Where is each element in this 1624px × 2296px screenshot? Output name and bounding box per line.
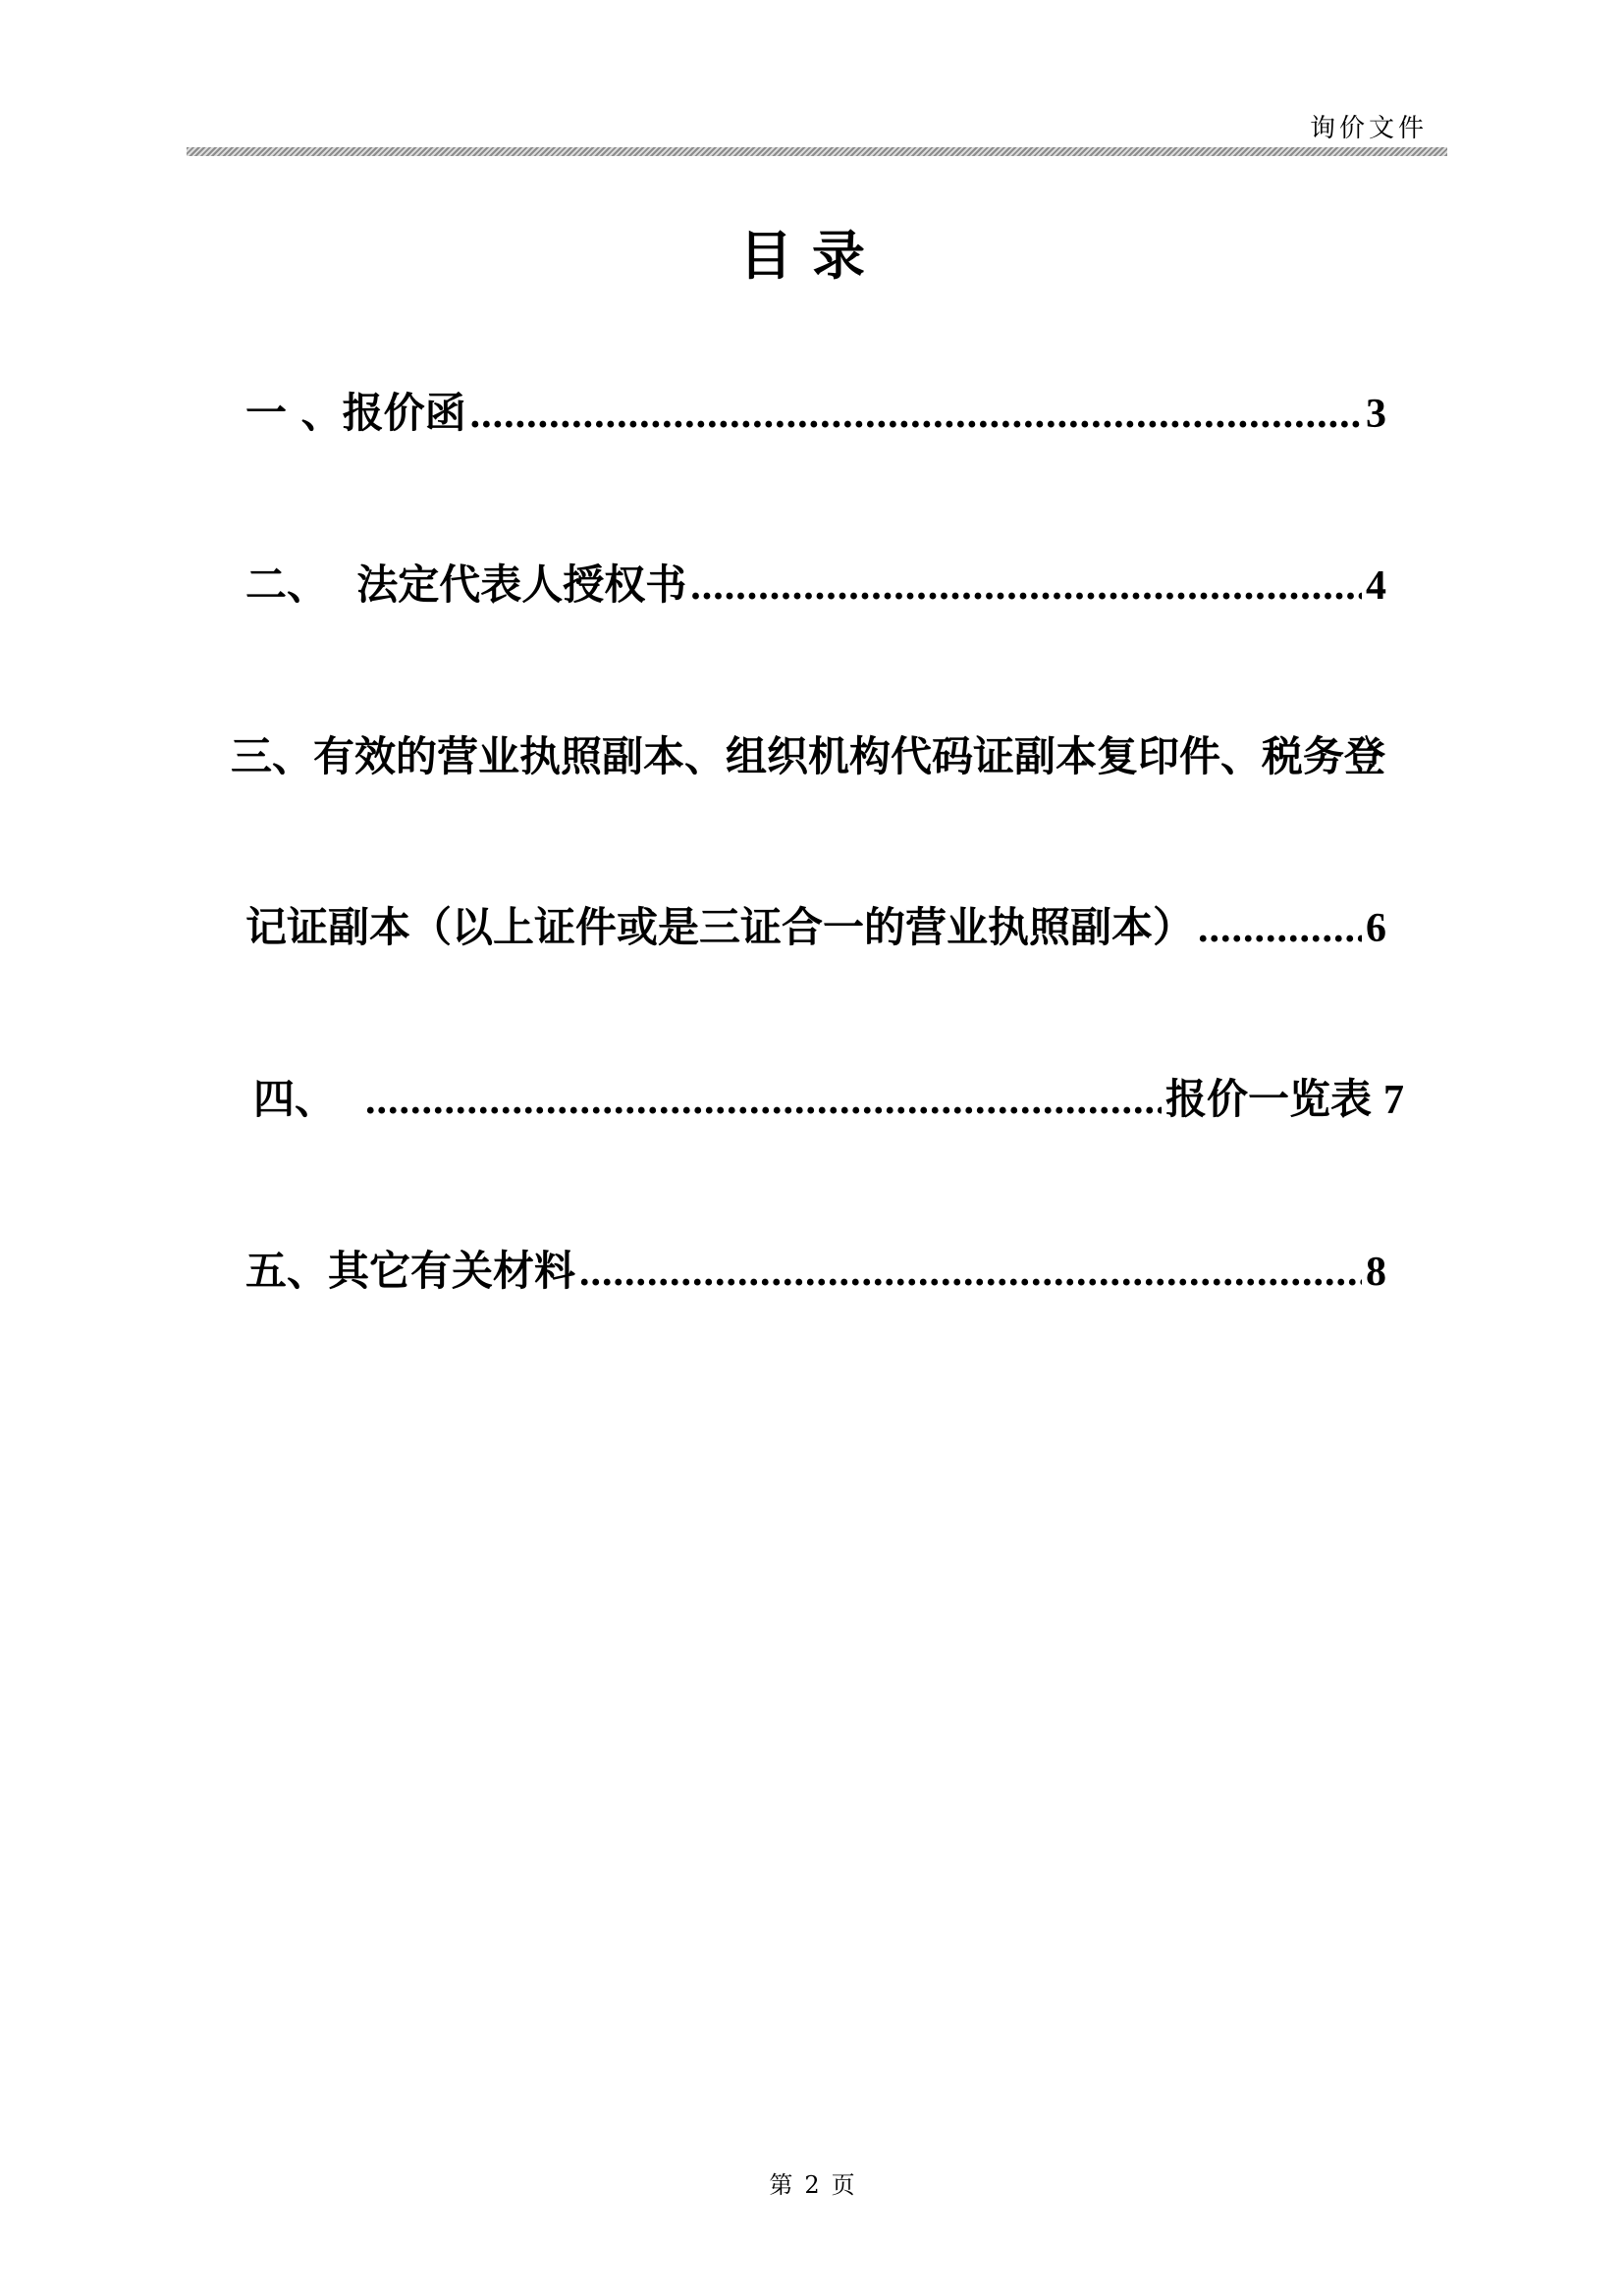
toc-entry-label-after: 报价一览表 <box>1164 1075 1372 1123</box>
header-doc-label: 询价文件 <box>1309 114 1428 143</box>
toc-title: 目录 <box>739 225 885 287</box>
toc-entry-4[interactable] <box>253 1067 1404 1126</box>
toc-entry-page: 3 <box>1366 392 1386 437</box>
toc-leader-dots <box>690 562 1362 610</box>
toc-leader-dots <box>1198 905 1362 952</box>
page-footer <box>0 2165 1624 2200</box>
toc-entry-2[interactable] <box>245 553 1386 612</box>
toc-entry-page: 8 <box>1366 1250 1386 1295</box>
toc-entry-5[interactable] <box>245 1239 1386 1298</box>
toc-entry-3-line-1[interactable]: 三、有效的营业执照副本、组织机构代码证副本复印件、税务登 <box>231 732 1386 780</box>
header-divider <box>187 147 1447 156</box>
footer-suffix: 页 <box>831 2171 855 2199</box>
toc-leader-dots <box>579 1249 1362 1296</box>
footer-page-number: 2 <box>804 2171 820 2199</box>
toc-entry-page: 7 <box>1383 1078 1404 1123</box>
footer-prefix: 第 <box>769 2171 793 2199</box>
toc-entry-3-line-2[interactable] <box>245 895 1386 954</box>
toc-entry-page: 4 <box>1366 563 1386 609</box>
toc-entry-1[interactable] <box>245 381 1386 440</box>
toc-leader-dots <box>365 1077 1162 1124</box>
toc-entry-label: 二、 法定代表人授权书 <box>245 561 687 609</box>
toc-entry-page: 6 <box>1366 906 1386 951</box>
toc-leader-dots <box>470 391 1362 438</box>
toc-entry-label: 记证副本（以上证件或是三证合一的营业执照副本） <box>245 903 1195 951</box>
toc-entry-label: 一 、报价函 <box>245 389 466 437</box>
toc-entry-label: 四、 <box>253 1075 337 1123</box>
toc-entry-label: 五、其它有关材料 <box>245 1247 576 1295</box>
